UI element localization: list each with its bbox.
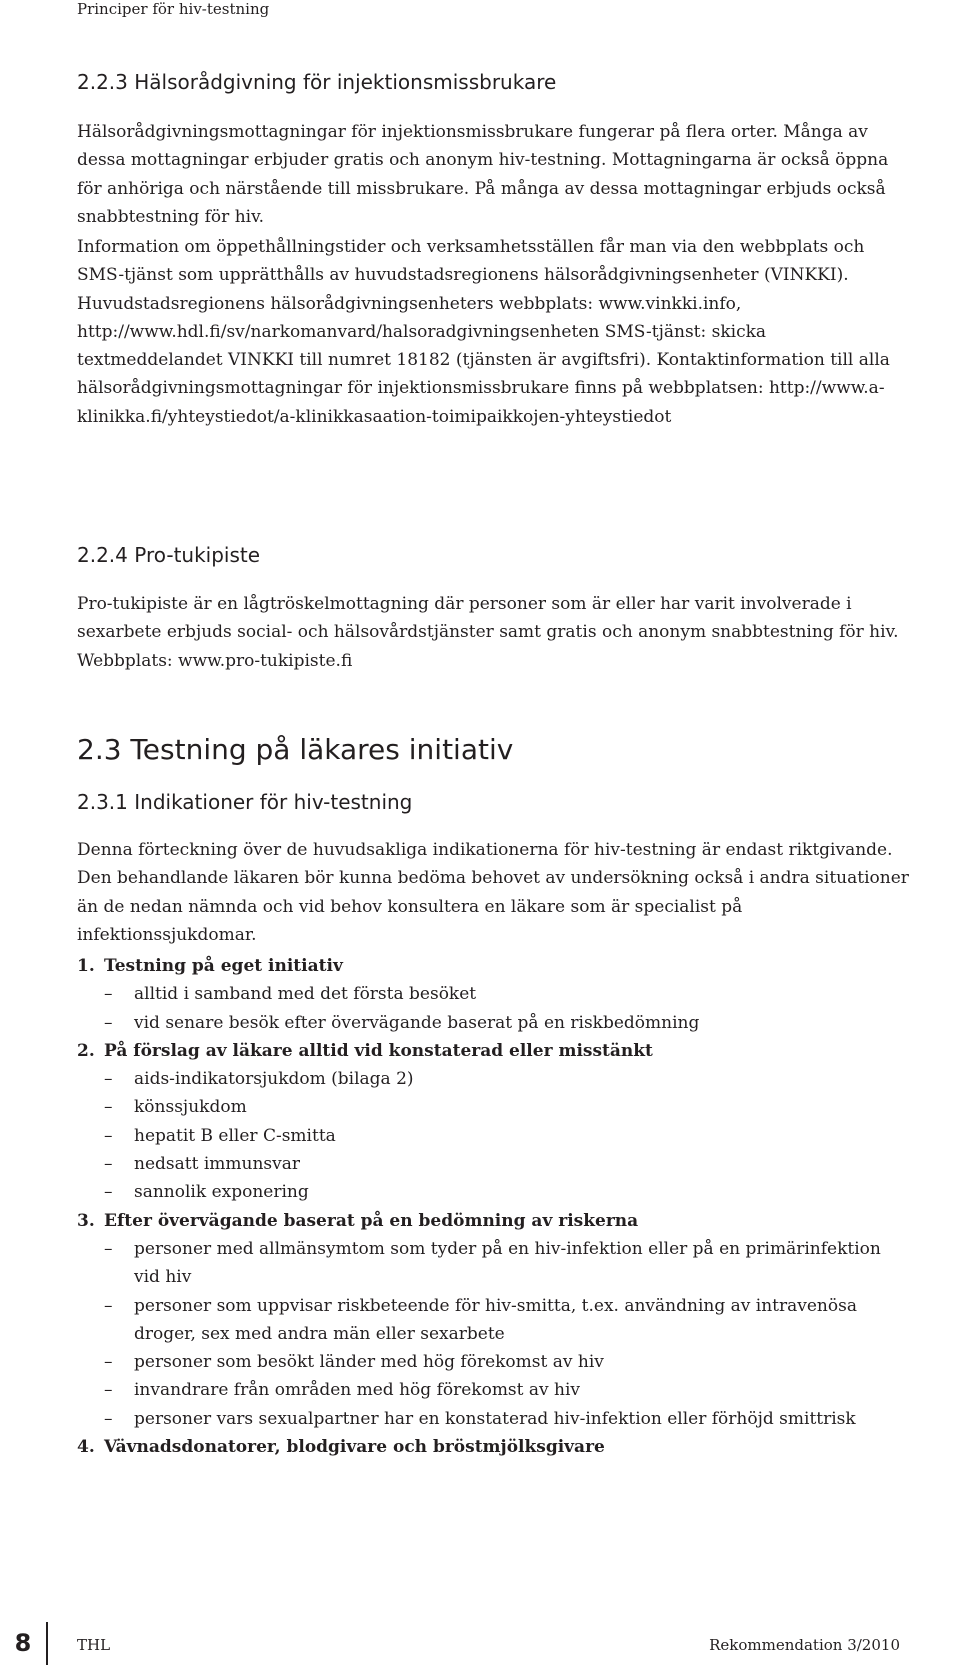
heading-2-3: 2.3 Testning på läkares initiativ <box>77 733 514 766</box>
paragraph-2-2-4: Pro-tukipiste är en lågtröskelmottagning där personer som är eller har varit involverade i sexarbete erbjuds social- och hälsovårdstjänster samt gratis och anonym snabbtestning för hiv. Webbplats: www.pro-tukipiste.fi <box>77 594 899 671</box>
paragraph-2-2-3-intro: Hälsorådgivningsmottagningar för injektionsmissbrukare fungerar på flera orter. Många av dessa mottagningar erbjuder gratis och anonym hiv-testning. Mottagningarna är också öppna för anhöriga och närstående till missbrukare. På många av dessa mottagningar erbjuds också snabbtestning för hiv. <box>77 122 889 227</box>
list-subitem: – hepatit B eller C-smitta <box>104 1125 336 1146</box>
list-subitem: – nedsatt immunsvar <box>104 1154 300 1175</box>
list-subitem: – sannolik exponering <box>104 1182 309 1203</box>
list-subitem: – aids-indikatorsjukdom (bilaga 2) <box>104 1069 414 1090</box>
list-subitem: – personer som besökt länder med hög förekomst av hiv <box>104 1352 604 1373</box>
paragraph-2-2-3-info: Information om öppethållningstider och verksamhetsställen får man via den webbplats och SMS-tjänst som upprätthålls av huvudstadsregionens hälsorådgivningsenheter (VINKKI). Huvudstadsregionens hälsorådgivningsenheters webbplats: www.vinkki.info, http://www.hdl.fi/sv/narkomanvard/halsoradgivningsenheten SMS-tjänst: skicka textmeddelandet VINKKI till numret 18182 (tjänsten är avgiftsfri). Kontaktinformation till alla hälsorådgivningsmottagningar för injektionsmissbrukare finns på webbplatsen: http://www.a-klinikka.fi/yhteystiedot/a-klinikkasaation-toimipaikkojen-yhteystiedot <box>77 237 890 427</box>
list-subitem: – personer som uppvisar riskbeteende för hiv-smitta, t.ex. användning av intravenösa droger, sex med andra män eller sexarbete <box>104 1295 857 1344</box>
list-subitem: – invandrare från områden med hög förekomst av hiv <box>104 1380 581 1401</box>
list-subitem: – alltid i samband med det första besöket <box>104 984 477 1005</box>
footer-document-id: Rekommendation 3/2010 <box>709 1636 900 1654</box>
list-subitem: – personer vars sexualpartner har en konstaterad hiv-infektion eller förhöjd smittrisk <box>104 1408 856 1429</box>
list-item: 2. På förslag av läkare alltid vid konstaterad eller misstänkt <box>77 1040 653 1061</box>
page-number: 8 <box>0 1622 48 1665</box>
paragraph-2-3-1: Denna förteckning över de huvudsakliga indikationerna för hiv-testning är endast riktgivande. Den behandlande läkaren bör kunna bedöma behovet av undersökning också i andra situationer än de nedan nämnda och vid behov konsultera en läkare som är specialist på infektionssjukdomar. <box>77 840 909 945</box>
list-subitem: – vid senare besök efter övervägande baserat på en riskbedömning <box>104 1012 700 1033</box>
running-header: Principer för hiv-testning <box>77 0 270 18</box>
heading-2-2-3: 2.2.3 Hälsorådgivning för injektionsmissbrukare <box>77 70 557 94</box>
list-item: 3. Efter övervägande baserat på en bedömning av riskerna <box>77 1210 639 1231</box>
heading-2-2-4: 2.2.4 Pro-tukipiste <box>77 543 261 567</box>
list-subitem: – könssjukdom <box>104 1097 247 1118</box>
list-item: 4. Vävnadsdonatorer, blodgivare och bröstmjölksgivare <box>77 1437 605 1458</box>
heading-2-3-1: 2.3.1 Indikationer för hiv-testning <box>77 790 413 814</box>
footer-publisher: THL <box>77 1636 111 1654</box>
indication-list <box>77 952 912 1461</box>
list-item: 1. Testning på eget initiativ <box>77 956 343 976</box>
list-subitem: – personer med allmänsymtom som tyder på en hiv-infektion eller på en primärinfektion vid hiv <box>104 1238 881 1288</box>
